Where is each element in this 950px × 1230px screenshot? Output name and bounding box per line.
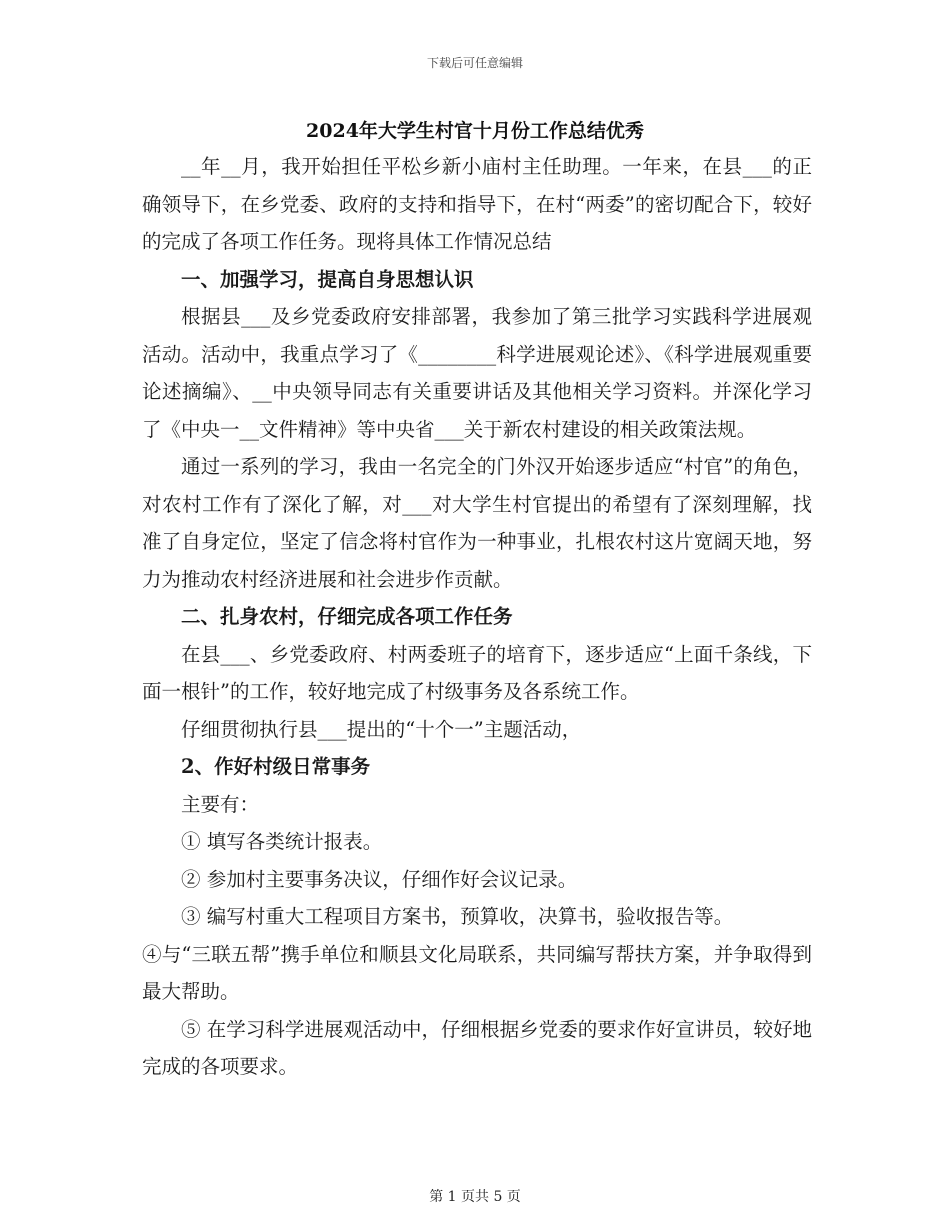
subheading-daily-affairs: 2、作好村级日常事务 <box>181 755 371 778</box>
section-heading-2: 二、扎身农村，仔细完成各项工作任务 <box>181 605 513 628</box>
list-item: ② 参加村主要事务决议，仔细作好会议记录。 <box>181 867 578 891</box>
activity-paragraph: 仔细贯彻执行县___提出的“十个一”主题活动， <box>181 717 582 741</box>
document-body <box>142 148 812 1086</box>
study-paragraph: 根据县___及乡党委政府安排部署，我参加了第三批学习实践科学进展观活动。活动中，我重点学习了《________科学进展观论述》、《科学进展观重要论述摘编》、__中央领导同志有关重要讲话及其他相关学习资料。并深化学习了《中央一__文件精神》等中央省___关于新农村建设的相关政策法规。 <box>142 305 812 441</box>
list-item: ③ 编写村重大工程项目方案书，预算收，决算书，验收报告等。 <box>181 905 734 928</box>
page-footer: 第 1 页共 5 页 <box>429 1189 521 1205</box>
list-item: ④与“三联五帮”携手单位和顺县文化局联系，共同编写帮扶方案，并争取得到最大帮助。 <box>142 942 812 1003</box>
list-intro: 主要有： <box>181 792 260 816</box>
section-heading-1: 一、加强学习，提高自身思想认识 <box>181 267 474 291</box>
list-item: ① 填写各类统计报表。 <box>181 830 383 853</box>
study-result-paragraph: 通过一系列的学习，我由一名完全的门外汉开始逐步适应“村官”的角色，对农村工作有了深化了解，对___对大学生村官提出的希望有了深刻理解，找准了自身定位，坚定了信念将村官作为一种事业，扎根农村这片宽阔天地，努力为推动农村经济进展和社会进步作贡献。 <box>142 455 812 591</box>
header-note: 下载后可任意编辑 <box>426 56 523 70</box>
work-paragraph: 在县___、乡党委政府、村两委班子的培育下，逐步适应“上面千条线，下面一根针”的工作，较好地完成了村级事务及各系统工作。 <box>142 642 812 703</box>
document-title: 2024年大学生村官十月份工作总结优秀 <box>306 120 644 142</box>
intro-paragraph: __年__月，我开始担任平松乡新小庙村主任助理。一年来，在县___的正确领导下，在乡党委、政府的支持和指导下，在村“两委”的密切配合下，较好的完成了各项工作任务。现将具体工作情况总结 <box>142 155 812 253</box>
list-item: ⑤ 在学习科学进展观活动中，仔细根据乡党委的要求作好宣讲员，较好地完成的各项要求。 <box>142 1017 812 1078</box>
